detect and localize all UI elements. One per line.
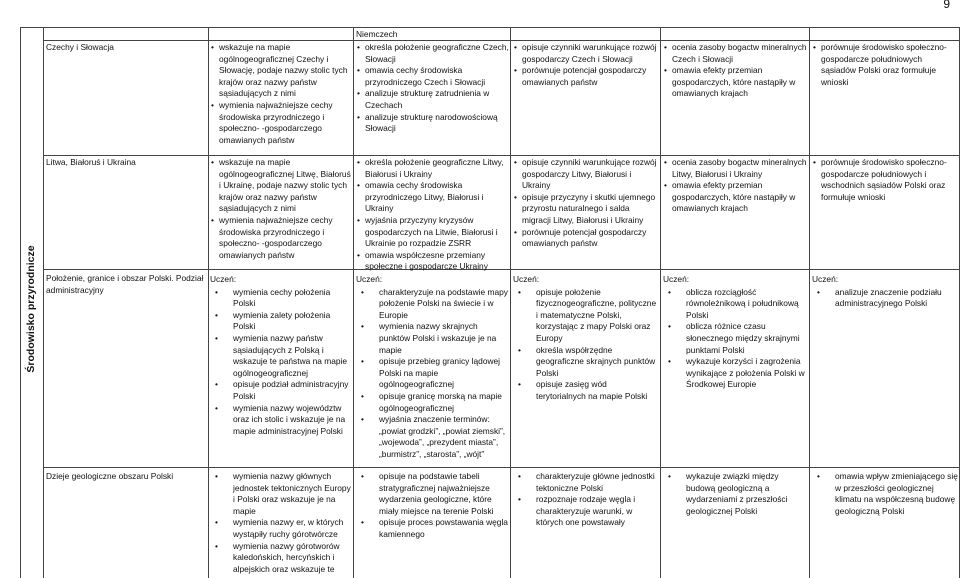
pupil-label: Uczeń: [513, 274, 540, 284]
list-item: • wskazuje na mapie ogólnogeograficznej Czechy i Słowację, podaje nazwy stolic tych krajów oraz nazwy państw sąsiadujących z nimi [210, 42, 351, 100]
row-2-col-4 [663, 157, 808, 271]
list-item: • porównuje środowisko społeczno-gospodarcze południowych i wschodnich sąsiadów Polski oraz formułuje wnioski [812, 157, 958, 203]
list-item: • wykazuje korzyści i zagrożenia wynikające z położenia Polski w Środkowej Europie [663, 356, 808, 391]
row-3-col-1 [210, 273, 351, 469]
list-item: • analizuje znaczenie podziału administracyjnego Polski [812, 287, 958, 310]
list-item: • oblicza różnice czasu słonecznego między skrajnymi punktami Polski [663, 321, 808, 356]
list-item: • opisuje przyczyny i skutki ujemnego przyrostu naturalnego i salda migracji Litwy, Białorusi i Ukrainy [513, 192, 658, 227]
list-item: • określa współrzędne geograficzne skrajnych punktów Polski [513, 345, 658, 380]
row-3-col-2 [356, 273, 509, 469]
list-item: • opisuje czynniki warunkujące rozwój gospodarczy Litwy, Białorusi i Ukrainy [513, 157, 658, 192]
row-3-col-3 [513, 273, 658, 469]
list-item: • wskazuje na mapie ogólnogeograficznej Litwę, Białoruś i Ukrainę, podaje nazwy stolic tych krajów oraz nazwy państw sąsiadujących z nimi [210, 157, 351, 215]
row-2-col-3 [513, 157, 658, 271]
list-item: • porównuje potencjał gospodarczy omawianych państw [513, 65, 658, 88]
row-1-col-3 [513, 42, 658, 156]
list-item: • omawia cechy środowiska przyrodniczego Czech i Słowacji [356, 65, 509, 88]
list-item: • ocenia zasoby bogactw mineralnych Litwy, Białorusi i Ukrainy [663, 157, 808, 180]
list-item: • wymienia cechy położenia Polski [210, 287, 351, 310]
row-3-topic: Położenie, granice i obszar Polski. Podział administracyjny [46, 273, 204, 295]
list-item: • omawia współczesne przemiany społeczne i gospodarcze Ukrainy [356, 250, 509, 271]
list-item: • omawia efekty przemian gospodarczych, które nastąpiły w omawianych krajach [663, 65, 808, 100]
list-item: • wymienia najważniejsze cechy środowiska przyrodniczego i społeczno- -gospodarczego omawianych państw [210, 100, 351, 146]
list-item: • wymienia zalety położenia Polski [210, 310, 351, 333]
list-item: • wykazuje związki między budową geologiczną a wydarzeniami z przeszłości geologicznej Polski [663, 471, 808, 517]
list-item: • omawia wpływ zmieniającego się w przeszłości geologicznej klimatu na współczesną budowę geologiczną Polski [812, 471, 958, 517]
list-item: • analizuje strukturę zatrudnienia w Czechach [356, 88, 509, 111]
row-4-col-5 [812, 471, 958, 578]
row-1-col-1 [210, 42, 351, 156]
row-2-col-5 [812, 157, 958, 271]
list-item: • opisuje zasięg wód terytorialnych na mapie Polski [513, 379, 658, 402]
list-item: • porównuje środowisko społeczno-gospodarcze południowych sąsiadów Polski oraz formułuje wnioski [812, 42, 958, 88]
section-side-label [20, 40, 43, 578]
header-carryover-text: Niemczech [356, 29, 398, 39]
list-item: • wyjaśnia znaczenie terminów: „powiat grodzki”, „powiat ziemski”, „wojewoda”, „prezydent miasta”, „burmistrz”, „starosta”, „wójt” [356, 414, 509, 460]
list-item: • oblicza rozciągłość równoleżnikową i południkową Polski [663, 287, 808, 322]
list-item: • omawia cechy środowiska przyrodniczego Litwy, Białorusi i Ukrainy [356, 180, 509, 215]
list-item: • opisuje granicę morską na mapie ogólnogeograficznej [356, 391, 509, 414]
page-number: 9 [943, 0, 950, 11]
list-item: • porównuje potencjał gospodarczy omawianych państw [513, 227, 658, 250]
row-4-col-4 [663, 471, 808, 578]
list-item: • opisuje czynniki warunkujące rozwój gospodarczy Czech i Słowacji [513, 42, 658, 65]
list-item: • wymienia nazwy głównych jednostek tektonicznych Europy i Polski oraz wskazuje je na mapie [210, 471, 351, 517]
list-item: • wymienia nazwy skrajnych punktów Polski i wskazuje je na mapie [356, 321, 509, 356]
row-4-col-2 [356, 471, 509, 578]
row-1-topic: Czechy i Słowacja [46, 42, 114, 52]
pupil-label: Uczeń: [356, 274, 383, 284]
list-item: • wymienia najważniejsze cechy środowiska przyrodniczego i społeczno- -gospodarczego omawianych państw [210, 215, 351, 261]
row-4-col-1 [210, 471, 351, 578]
row-1-col-4 [663, 42, 808, 156]
pupil-label: Uczeń: [210, 274, 237, 284]
list-item: • określa położenie geograficzne Litwy, Białorusi i Ukrainy [356, 157, 509, 180]
pupil-label: Uczeń: [812, 274, 839, 284]
list-item: • określa położenie geograficzne Czech, Słowacji [356, 42, 509, 65]
list-item: • opisuje podział administracyjny Polski [210, 379, 351, 402]
list-item: • omawia efekty przemian gospodarczych, które nastąpiły w omawianych krajach [663, 180, 808, 215]
row-1-col-5 [812, 42, 958, 156]
row-3-col-5 [812, 273, 958, 469]
list-item: • opisuje położenie fizycznogeograficzne, polityczne i matematyczne Polski, korzystając z mapy Polski oraz Europy [513, 287, 658, 345]
side-label-text: Środowisko przyrodnicze [24, 245, 37, 373]
row-2-col-1 [210, 157, 351, 271]
list-item: • ocenia zasoby bogactw mineralnych Czech i Słowacji [663, 42, 808, 65]
list-item: • wymienia nazwy państw sąsiadujących z Polską i wskazuje te państwa na mapie ogólnogeograficznej [210, 333, 351, 379]
list-item: • rozpoznaje rodzaje węgla i charakteryzuje warunki, w których one powstawały [513, 494, 658, 529]
row-4-topic: Dzieje geologiczne obszaru Polski [46, 471, 174, 481]
list-item: • analizuje strukturę narodowościową Słowacji [356, 112, 509, 135]
list-item: • wymienia nazwy górotworów kaledońskich, hercyńskich i alpejskich oraz wskazuje te [210, 541, 351, 576]
row-2-topic: Litwa, Białoruś i Ukraina [46, 157, 136, 167]
row-4-col-3 [513, 471, 658, 578]
list-item: • charakteryzuje główne jednostki tektoniczne Polski [513, 471, 658, 494]
list-item: • opisuje na podstawie tabeli stratygraficznej najważniejsze wydarzenia geologiczne, które miały miejsce na terenie Polski [356, 471, 509, 517]
list-item: • opisuje proces powstawania węgla kamiennego [356, 517, 509, 540]
row-2-col-2 [356, 157, 509, 271]
row-1-col-2 [356, 42, 509, 156]
list-item: • charakteryzuje na podstawie mapy położenie Polski na świecie i w Europie [356, 287, 509, 322]
row-3-col-4 [663, 273, 808, 469]
list-item: • wyjaśnia przyczyny kryzysów gospodarczych na Litwie, Białorusi i Ukrainie po rozpadzie ZSRR [356, 215, 509, 250]
list-item: • opisuje przebieg granicy lądowej Polski na mapie ogólnogeograficznej [356, 356, 509, 391]
list-item: • wymienia nazwy er, w których wystąpiły ruchy górotwórcze [210, 517, 351, 540]
pupil-label: Uczeń: [663, 274, 690, 284]
list-item: • wymienia nazwy województw oraz ich stolic i wskazuje je na mapie administracyjnej Polski [210, 403, 351, 438]
